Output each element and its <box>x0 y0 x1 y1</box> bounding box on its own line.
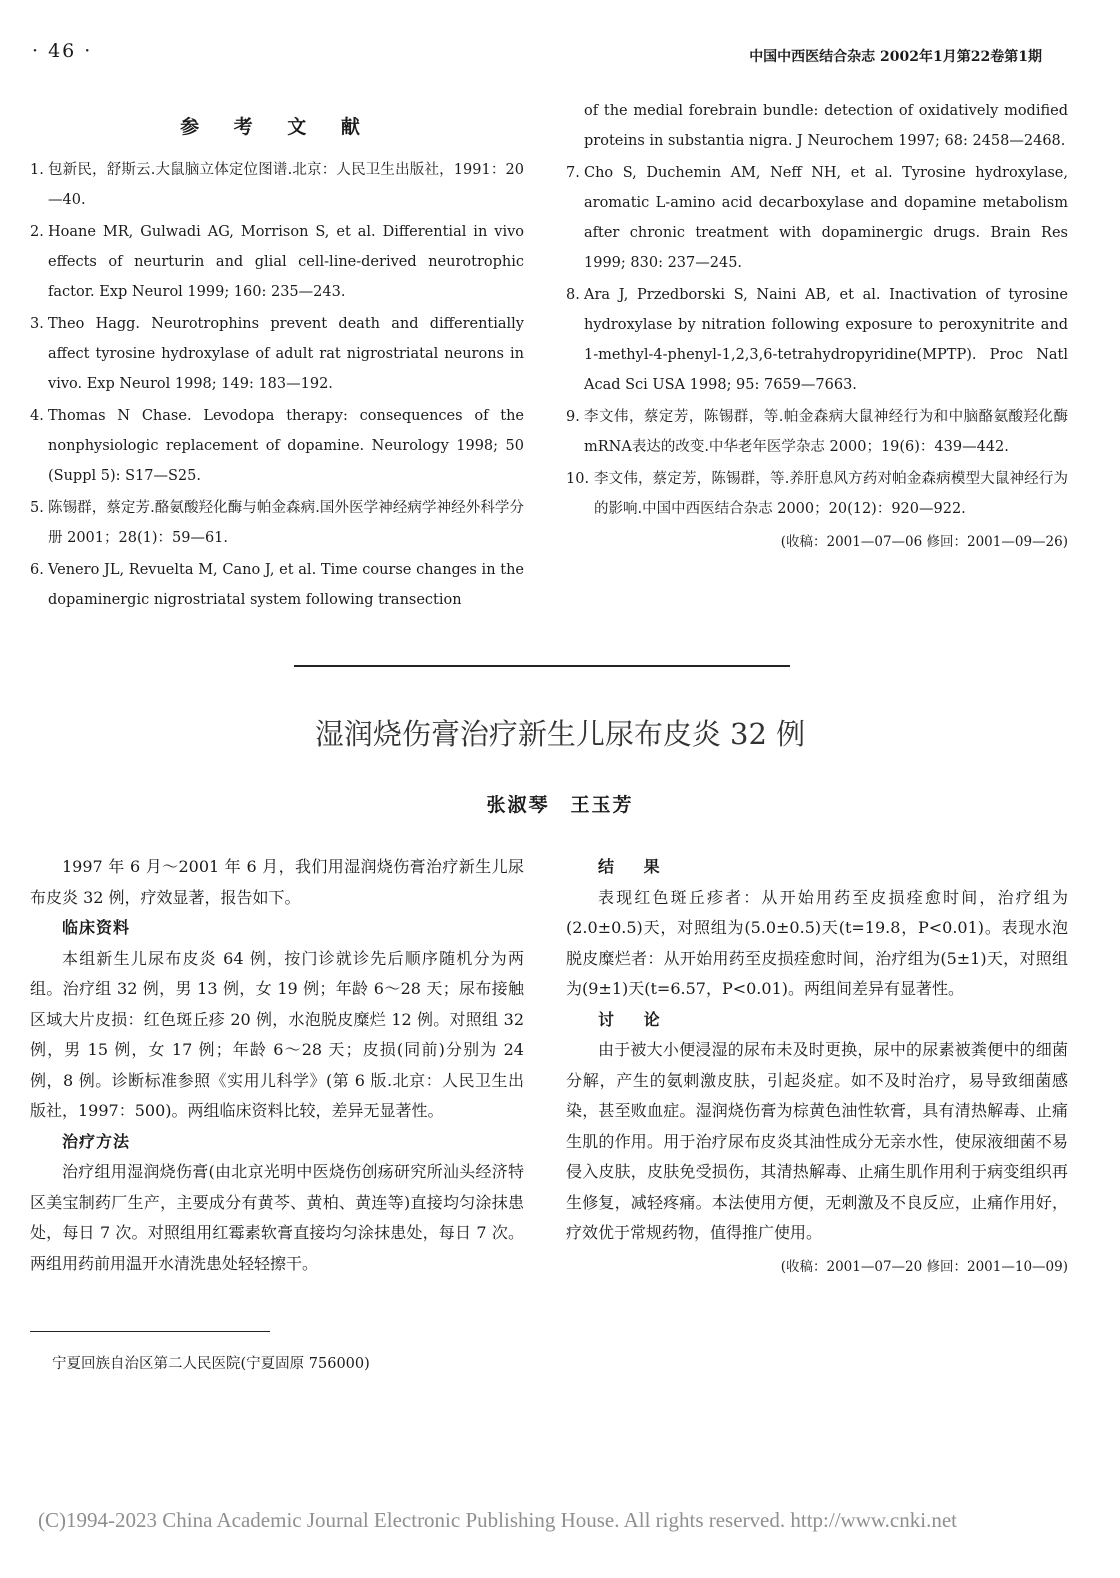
reference-item <box>30 309 524 399</box>
section-heading-discussion: 讨 论 <box>598 1009 672 1029</box>
reference-item <box>566 402 1068 462</box>
reference-item <box>30 401 524 491</box>
section-heading-method: 治疗方法 <box>62 1131 131 1151</box>
footnote-rule <box>30 1331 270 1332</box>
section-heading-clinical: 临床资料 <box>62 918 131 937</box>
received-date: (收稿：2001—07—06 修回：2001—09—26) <box>780 534 1068 550</box>
received-date: (收稿：2001—07—20 修回：2001—10—09) <box>780 1258 1068 1275</box>
reference-item <box>566 280 1068 400</box>
reference-text: 李文伟，蔡定芳，陈锡群，等.养肝息风方药对帕金森病模型大鼠神经行为的影响.中国中西医结合杂志 2000；20(12)：920—922. <box>594 471 1068 517</box>
author-affiliation: 宁夏回族自治区第二人民医院(宁夏固原 756000) <box>52 1356 370 1372</box>
reference-text: Venero JL, Revuelta M, Cano J, et al. Time course changes in the dopaminergic nigrostriatal system following transection <box>48 562 524 608</box>
method-paragraph: 治疗组用湿润烧伤膏(由北京光明中医烧伤创疡研究所汕头经济特区美宝制药厂生产，主要成分有黄芩、黄柏、黄连等)直接均匀涂抹患处，每日 7 次。对照组用红霉素软膏直接均匀涂抹患处，每日 7 次。两组用药前用温开水清洗患处轻轻擦干。 <box>30 1162 524 1273</box>
reference-text: of the medial forebrain bundle: detection of oxidatively modified proteins in substantia nigra. J Neurochem 1997; 68: 2458—2468. <box>584 103 1068 149</box>
article-title: 湿润烧伤膏治疗新生儿尿布皮炎 32 例 <box>314 717 806 751</box>
reference-number: 2. <box>30 224 44 240</box>
article-authors: 张淑琴 王玉芳 <box>486 794 634 816</box>
section-heading-results: 结 果 <box>598 857 672 876</box>
reference-text: Cho S, Duchemin AM, Neff NH, et al. Tyrosine hydroxylase, aromatic L-amino acid decarboxylase and dopamine metabolism after chronic treatment with dopaminergic drugs. Brain Res 1999; 830: 237—245. <box>584 165 1068 271</box>
reference-number: 9. <box>566 409 580 425</box>
clinical-paragraph: 本组新生儿尿布皮炎 64 例，按门诊就诊先后顺序随机分为两组。治疗组 32 例，男 13 例，女 19 例；年龄 6～28 天；尿布接触区域大片皮损：红色斑丘疹 20 例，水泡脱皮糜烂 12 例。对照组 32 例，男 15 例，女 17 例；年龄 6～28 天；皮损(同前)分别为 24 例，8 例。诊断标准参照《实用儿科学》(第 6 版.北京：人民卫生出版社，1997：500)。两组临床资料比较，差异无显著性。 <box>30 948 524 1120</box>
reference-text: Theo Hagg. Neurotrophins prevent death and differentially affect tyrosine hydroxylase of adult rat nigrostriatal neurons in vivo. Exp Neurol 1998; 149: 183—192. <box>48 316 524 392</box>
reference-number: 4. <box>30 408 44 424</box>
reference-number: 10. <box>566 471 590 487</box>
references-heading: 参 考 文 献 <box>180 116 374 138</box>
reference-item <box>30 217 524 307</box>
reference-continuation <box>566 96 1068 156</box>
reference-item <box>566 464 1068 524</box>
references-left-column <box>30 112 524 617</box>
reference-number: 8. <box>566 287 580 303</box>
results-paragraph: 表现红色斑丘疹者：从开始用药至皮损痊愈时间，治疗组为(2.0±0.5)天，对照组为(5.0±0.5)天(t=19.8，P<0.01)。表现水泡脱皮糜烂者：从开始用药至皮损痊愈时间，治疗组为(5±1)天，对照组为(9±1)天(t=6.57，P<0.01)。两组间差异有显著性。 <box>566 887 1068 998</box>
intro-paragraph: 1997 年 6 月～2001 年 6 月，我们用湿润烧伤膏治疗新生儿尿布皮炎 32 例，疗效显著，报告如下。 <box>30 857 524 907</box>
reference-number: 5. <box>30 500 44 516</box>
copyright-footer: (C)1994-2023 China Academic Journal Electronic Publishing House. All rights reserved. http://www.cnki.net <box>38 1508 957 1532</box>
reference-text: Thomas N Chase. Levodopa therapy: consequences of the nonphysiologic replacement of dopamine. Neurology 1998; 50 (Suppl 5): S17—S25. <box>48 408 524 484</box>
reference-text: 包新民，舒斯云.大鼠脑立体定位图谱.北京：人民卫生出版社，1991：20—40. <box>48 162 524 208</box>
reference-text: 陈锡群，蔡定芳.酪氨酸羟化酶与帕金森病.国外医学神经病学神经外科学分册 2001；28(1)：59—61. <box>48 500 524 546</box>
reference-item <box>30 555 524 615</box>
references-right-column <box>566 96 1068 550</box>
reference-number: 7. <box>566 165 580 181</box>
page-number: · 46 · <box>32 40 93 62</box>
article-right-column <box>566 852 1068 1275</box>
reference-text: Ara J, Przedborski S, Naini AB, et al. Inactivation of tyrosine hydroxylase by nitration following exposure to peroxynitrite and 1-methyl-4-phenyl-1,2,3,6-tetrahydropyridine(MPTP). Proc Natl Acad Sci USA 1998; 95: 7659—7663. <box>584 287 1068 393</box>
reference-number: 6. <box>30 562 44 578</box>
reference-number: 1. <box>30 162 44 178</box>
article-left-column <box>30 852 524 1279</box>
reference-text: Hoane MR, Gulwadi AG, Morrison S, et al. Differential in vivo effects of neurturin and glial cell-line-derived neurotrophic factor. Exp Neurol 1999; 160: 235—243. <box>48 224 524 300</box>
section-divider <box>294 665 790 667</box>
reference-item <box>30 155 524 215</box>
reference-item <box>30 493 524 553</box>
discussion-paragraph: 由于被大小便浸湿的尿布未及时更换，尿中的尿素被粪便中的细菌分解，产生的氨刺激皮肤，引起炎症。如不及时治疗，易导致细菌感染，甚至败血症。湿润烧伤膏为棕黄色油性软膏，具有清热解毒、止痛生肌的作用。用于治疗尿布皮炎其油性成分无亲水性，使尿液细菌不易侵入皮肤，皮肤免受损伤，其清热解毒、止痛生肌作用利于病变组织再生修复，减轻疼痛。本法使用方便，无刺激及不良反应，止痛作用好，疗效优于常规药物，值得推广使用。 <box>566 1040 1068 1242</box>
reference-item <box>566 158 1068 278</box>
running-head: 中国中西医结合杂志 2002年1月第22卷第1期 <box>749 49 1042 65</box>
reference-number: 3. <box>30 316 44 332</box>
reference-text: 李文伟，蔡定芳，陈锡群，等.帕金森病大鼠神经行为和中脑酪氨酸羟化酶mRNA表达的改变.中华老年医学杂志 2000；19(6)：439—442. <box>584 409 1068 455</box>
